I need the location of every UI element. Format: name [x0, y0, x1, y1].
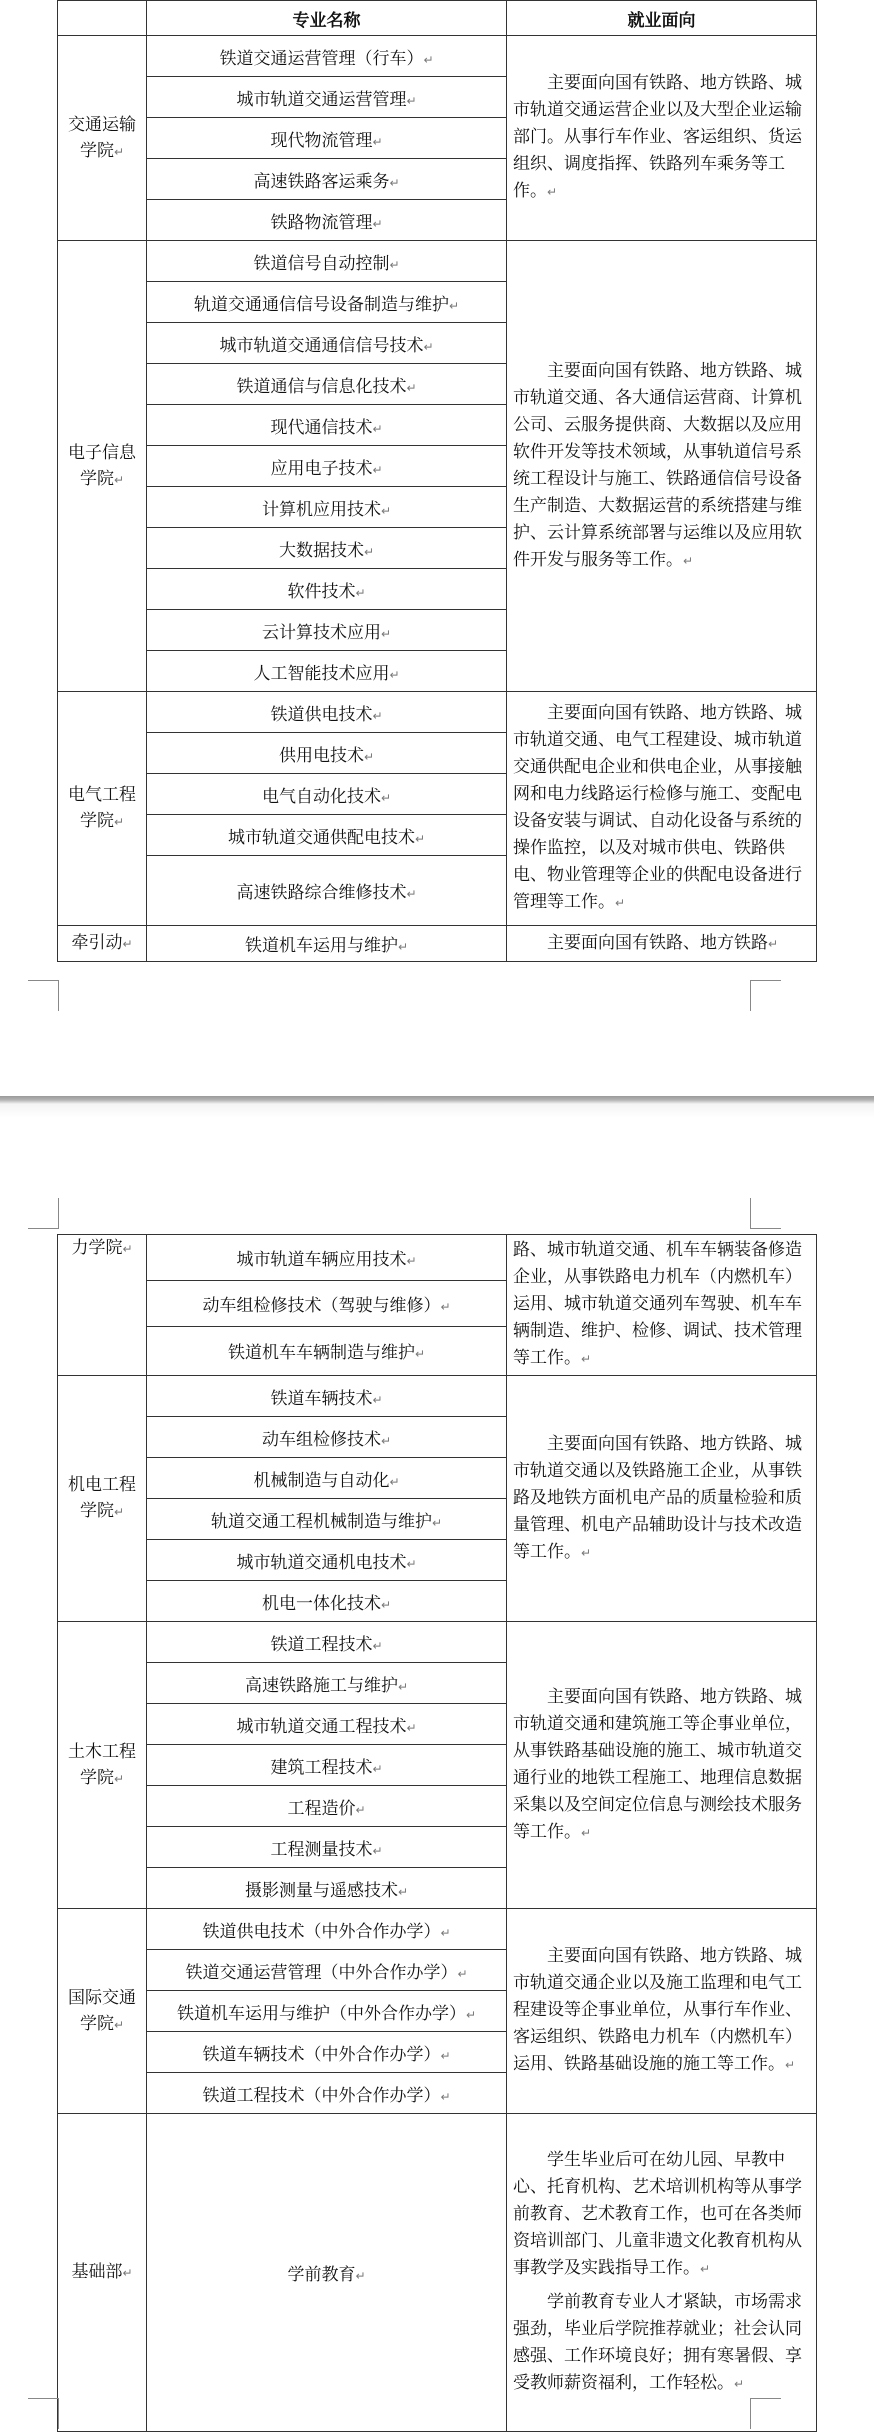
- table-row: [58, 2114, 817, 2432]
- paragraph-mark-icon: ↵: [581, 1825, 592, 1840]
- career-cell: [507, 926, 817, 962]
- paragraph-mark-icon: ↵: [406, 1253, 417, 1268]
- paragraph-mark-icon: ↵: [380, 1433, 392, 1448]
- paragraph-mark-icon: ↵: [355, 585, 366, 600]
- major-cell: 铁道交通运营管理（行车）↵: [147, 36, 507, 77]
- paragraph-mark-icon: ↵: [414, 831, 426, 846]
- major-cell: 动车组检修技术↵: [147, 1417, 507, 1458]
- college-cell: 交通运输学院↵: [58, 36, 147, 241]
- paragraph-mark-icon: ↵: [448, 298, 460, 313]
- paragraph-mark-icon: ↵: [113, 815, 125, 829]
- career-text: 路、城市轨道交通、机车车辆装备修造企业，从事铁路电力机车（内燃机车）运用、城市轨道交通列车驾驶、机车车辆制造、维护、检修、调试、技术管理等工作。↵: [513, 1240, 802, 1368]
- paragraph-mark-icon: ↵: [113, 472, 125, 487]
- paragraph-mark-icon: ↵: [113, 2017, 125, 2032]
- career-text: 学生毕业后可在幼儿园、早教中心、托育机构、艺术培训机构等从事学前教育、艺术教育工作，也可在各类师资培训部门、儿童非遗文化教育机构从事教学及实践指导工作。↵: [513, 2150, 802, 2278]
- document-page-2: [0, 1118, 874, 2433]
- major-cell: 机械制造与自动化↵: [147, 1458, 507, 1499]
- page-corner-mark: [750, 1198, 781, 1229]
- career-cell: [507, 1909, 817, 2114]
- paragraph-mark-icon: ↵: [372, 216, 383, 231]
- paragraph-mark-icon: ↵: [372, 421, 383, 436]
- paragraph-mark-icon: ↵: [389, 175, 400, 190]
- major-cell: 高速铁路客运乘务↵: [147, 159, 507, 200]
- page-corner-mark: [28, 1198, 59, 1229]
- college-cell: 力学院↵: [58, 1235, 147, 1376]
- paragraph-mark-icon: ↵: [397, 940, 409, 954]
- major-cell: 铁道供电技术↵: [147, 692, 507, 733]
- paragraph-mark-icon: ↵: [406, 1720, 417, 1735]
- page-separator: [0, 1096, 874, 1118]
- career-text: 主要面向国有铁路、地方铁路、城市轨道交通、各大通信运营商、计算机公司、云服务提供商、大数据以及应用软件开发等技术领域，从事轨道信号系统工程设计与施工、铁路通信信号设备生产制造、大数据运营的系统搭建与维护、云计算系统部署与运维以及应用软件开发与服务等工作。↵: [513, 360, 802, 570]
- paragraph-mark-icon: ↵: [700, 2262, 711, 2276]
- paragraph-mark-icon: ↵: [389, 1474, 400, 1489]
- major-cell: 铁道机车车辆制造与维护↵: [147, 1326, 507, 1375]
- college-cell: 电气工程学院↵: [58, 692, 147, 926]
- paragraph-mark-icon: ↵: [380, 790, 392, 805]
- major-cell: 建筑工程技术↵: [147, 1745, 507, 1786]
- major-cell: 铁道供电技术（中外合作办学）↵: [147, 1909, 507, 1950]
- major-cell: 轨道交通工程机械制造与维护↵: [147, 1499, 507, 1540]
- career-cell: [507, 241, 817, 692]
- paragraph-mark-icon: ↵: [380, 503, 392, 518]
- major-cell: 城市轨道车辆应用技术↵: [147, 1235, 507, 1281]
- career-text: 主要面向国有铁路、地方铁路↵: [547, 932, 779, 953]
- college-cell: 牵引动↵: [58, 926, 147, 962]
- paragraph-mark-icon: ↵: [113, 1771, 125, 1786]
- paragraph-mark-icon: ↵: [734, 2377, 745, 2391]
- paragraph-mark-icon: ↵: [363, 749, 375, 764]
- paragraph-mark-icon: ↵: [581, 1352, 592, 1366]
- career-text-2: 学前教育专业人才紧缺，市场需求强劲，毕业后学院推荐就业；社会认同感强、工作环境良好；拥有寒暑假、享受教师薪资福利，工作轻松。↵: [513, 2292, 802, 2393]
- college-cell: 土木工程学院↵: [58, 1622, 147, 1909]
- career-cell: [507, 1622, 817, 1909]
- career-text: 主要面向国有铁路、地方铁路、城市轨道交通、电气工程建设、城市轨道交通供配电企业和供电企业，从事接触网和电力线路运行检修与施工、变配电设备安装与调试、自动化设备与系统的操作监控，以及对城市供电、铁路供电、物业管理等企业的供配电设备进行管理等工作。↵: [513, 703, 802, 912]
- table-row: [58, 692, 817, 733]
- paragraph-mark-icon: ↵: [768, 936, 779, 951]
- major-cell: 铁道交通运营管理（中外合作办学）↵: [147, 1950, 507, 1991]
- paragraph-mark-icon: ↵: [440, 1925, 451, 1940]
- paragraph-mark-icon: ↵: [355, 2269, 366, 2283]
- major-cell: 机电一体化技术↵: [147, 1581, 507, 1622]
- page-corner-mark: [28, 980, 59, 1011]
- paragraph-mark-icon: ↵: [355, 1802, 366, 1817]
- paragraph-mark-icon: ↵: [581, 1545, 592, 1560]
- major-cell: 城市轨道交通机电技术↵: [147, 1540, 507, 1581]
- paragraph-mark-icon: ↵: [683, 553, 694, 568]
- paragraph-mark-icon: ↵: [122, 1242, 133, 1256]
- table-row: [58, 1376, 817, 1417]
- major-cell: 城市轨道交通通信信号技术↵: [147, 323, 507, 364]
- table-row: [58, 241, 817, 282]
- career-cell: [507, 2114, 817, 2432]
- major-cell: 工程造价↵: [147, 1786, 507, 1827]
- major-cell: 铁道机车运用与维护（中外合作办学）↵: [147, 1991, 507, 2032]
- table-row: [58, 1909, 817, 1950]
- major-cell: 现代通信技术↵: [147, 405, 507, 446]
- paragraph-mark-icon: ↵: [423, 52, 434, 67]
- paragraph-mark-icon: ↵: [406, 1556, 417, 1571]
- major-cell: 城市轨道交通工程技术↵: [147, 1704, 507, 1745]
- table-row: [58, 926, 817, 962]
- major-cell: 供用电技术↵: [147, 733, 507, 774]
- major-cell: 人工智能技术应用↵: [147, 651, 507, 692]
- table-header-row: [58, 1, 817, 36]
- paragraph-mark-icon: ↵: [440, 2089, 451, 2104]
- paragraph-mark-icon: ↵: [785, 2058, 796, 2072]
- major-cell: 工程测量技术↵: [147, 1827, 507, 1868]
- paragraph-mark-icon: ↵: [423, 339, 434, 354]
- major-cell: 云计算技术应用↵: [147, 610, 507, 651]
- paragraph-mark-icon: ↵: [440, 2048, 451, 2063]
- major-cell: 城市轨道交通供配电技术↵: [147, 815, 507, 856]
- college-cell: 基础部↵: [58, 2114, 147, 2432]
- career-text: 主要面向国有铁路、地方铁路、城市轨道交通和建筑施工等企事业单位，从事铁路基础设施的施工、城市轨道交通行业的地铁工程施工、地理信息数据采集以及空间定位信息与测绘技术服务等工作。↵: [513, 1686, 802, 1842]
- header-college-cell: [58, 1, 147, 36]
- major-cell: 计算机应用技术↵: [147, 487, 507, 528]
- major-cell: 高速铁路综合维修技术↵: [147, 856, 507, 926]
- paragraph-mark-icon: ↵: [406, 887, 417, 901]
- major-cell: 学前教育↵: [147, 2114, 507, 2432]
- career-text: 主要面向国有铁路、地方铁路、城市轨道交通运营企业以及大型企业运输部门。从事行车作业、客运组织、货运组织、调度指挥、铁路列车乘务等工作。↵: [513, 73, 802, 201]
- paragraph-mark-icon: ↵: [113, 1505, 125, 1519]
- paragraph-mark-icon: ↵: [122, 2266, 133, 2280]
- major-cell: 摄影测量与遥感技术↵: [147, 1868, 507, 1909]
- paragraph-mark-icon: ↵: [372, 1761, 383, 1776]
- major-cell: 电气自动化技术↵: [147, 774, 507, 815]
- table-row: [58, 36, 817, 77]
- page-corner-mark: [750, 980, 781, 1011]
- major-table-page-2: [57, 1234, 817, 2432]
- major-cell: 铁道工程技术↵: [147, 1622, 507, 1663]
- career-text: 主要面向国有铁路、地方铁路、城市轨道交通企业以及施工监理和电气工程建设等企事业单位，从事行车作业、客运组织、铁路电力机车（内燃机车）运用、铁路基础设施的施工等工作。↵: [513, 1946, 802, 2074]
- paragraph-mark-icon: ↵: [431, 1515, 443, 1530]
- major-cell: 应用电子技术↵: [147, 446, 507, 487]
- career-cell: [507, 1235, 817, 1376]
- paragraph-mark-icon: ↵: [440, 1299, 451, 1314]
- paragraph-mark-icon: ↵: [615, 896, 626, 910]
- major-cell: 铁路物流管理↵: [147, 200, 507, 241]
- career-text: 主要面向国有铁路、地方铁路、城市轨道交通以及铁路施工企业，从事铁路及地铁方面机电产品的质量检验和质量管理、机电产品辅助设计与技术改造等工作。↵: [513, 1433, 802, 1562]
- college-cell: 国际交通学院↵: [58, 1909, 147, 2114]
- paragraph-mark-icon: ↵: [397, 1884, 409, 1899]
- career-cell: [507, 692, 817, 926]
- paragraph-mark-icon: ↵: [380, 626, 392, 641]
- major-cell: 高速铁路施工与维护↵: [147, 1663, 507, 1704]
- major-cell: 铁道车辆技术↵: [147, 1376, 507, 1417]
- major-cell: 现代物流管理↵: [147, 118, 507, 159]
- paragraph-mark-icon: ↵: [389, 667, 400, 682]
- paragraph-mark-icon: ↵: [372, 1638, 383, 1653]
- major-cell: 铁道信号自动控制↵: [147, 241, 507, 282]
- major-cell: 铁道通信与信息化技术↵: [147, 364, 507, 405]
- paragraph-mark-icon: ↵: [380, 1597, 392, 1612]
- paragraph-mark-icon: ↵: [414, 1347, 426, 1362]
- paragraph-mark-icon: ↵: [363, 544, 375, 559]
- major-cell: 铁道车辆技术（中外合作办学）↵: [147, 2032, 507, 2073]
- college-cell: 机电工程学院↵: [58, 1376, 147, 1622]
- paragraph-mark-icon: ↵: [372, 462, 383, 477]
- table-row: [58, 1622, 817, 1663]
- major-cell: 大数据技术↵: [147, 528, 507, 569]
- paragraph-mark-icon: ↵: [389, 257, 400, 272]
- paragraph-mark-icon: ↵: [372, 1843, 383, 1858]
- paragraph-mark-icon: ↵: [465, 2007, 477, 2022]
- paragraph-mark-icon: ↵: [397, 1679, 409, 1694]
- major-table-page-1: [57, 0, 817, 962]
- page-corner-mark: [750, 2398, 781, 2429]
- paragraph-mark-icon: ↵: [457, 1966, 468, 1981]
- page-corner-mark: [28, 2398, 59, 2429]
- paragraph-mark-icon: ↵: [372, 1392, 383, 1407]
- paragraph-mark-icon: ↵: [547, 185, 558, 199]
- major-cell: 轨道交通通信信号设备制造与维护↵: [147, 282, 507, 323]
- major-cell: 铁道工程技术（中外合作办学）↵: [147, 2073, 507, 2114]
- paragraph-mark-icon: ↵: [122, 937, 133, 951]
- career-cell: [507, 1376, 817, 1622]
- paragraph-mark-icon: ↵: [372, 708, 383, 723]
- major-cell: 软件技术↵: [147, 569, 507, 610]
- major-cell: 铁道机车运用与维护↵: [147, 926, 507, 962]
- major-cell: 城市轨道交通运营管理↵: [147, 77, 507, 118]
- college-cell: 电子信息学院↵: [58, 241, 147, 692]
- table-row: [58, 1235, 817, 1281]
- paragraph-mark-icon: ↵: [406, 93, 417, 108]
- paragraph-mark-icon: ↵: [113, 144, 125, 159]
- paragraph-mark-icon: ↵: [372, 134, 383, 149]
- header-major: 专业名称: [147, 1, 507, 36]
- document-page-1: [0, 0, 874, 1096]
- career-cell: [507, 36, 817, 241]
- header-career: 就业面向: [507, 1, 817, 36]
- major-cell: 动车组检修技术（驾驶与维修）↵: [147, 1280, 507, 1326]
- paragraph-mark-icon: ↵: [406, 380, 417, 395]
